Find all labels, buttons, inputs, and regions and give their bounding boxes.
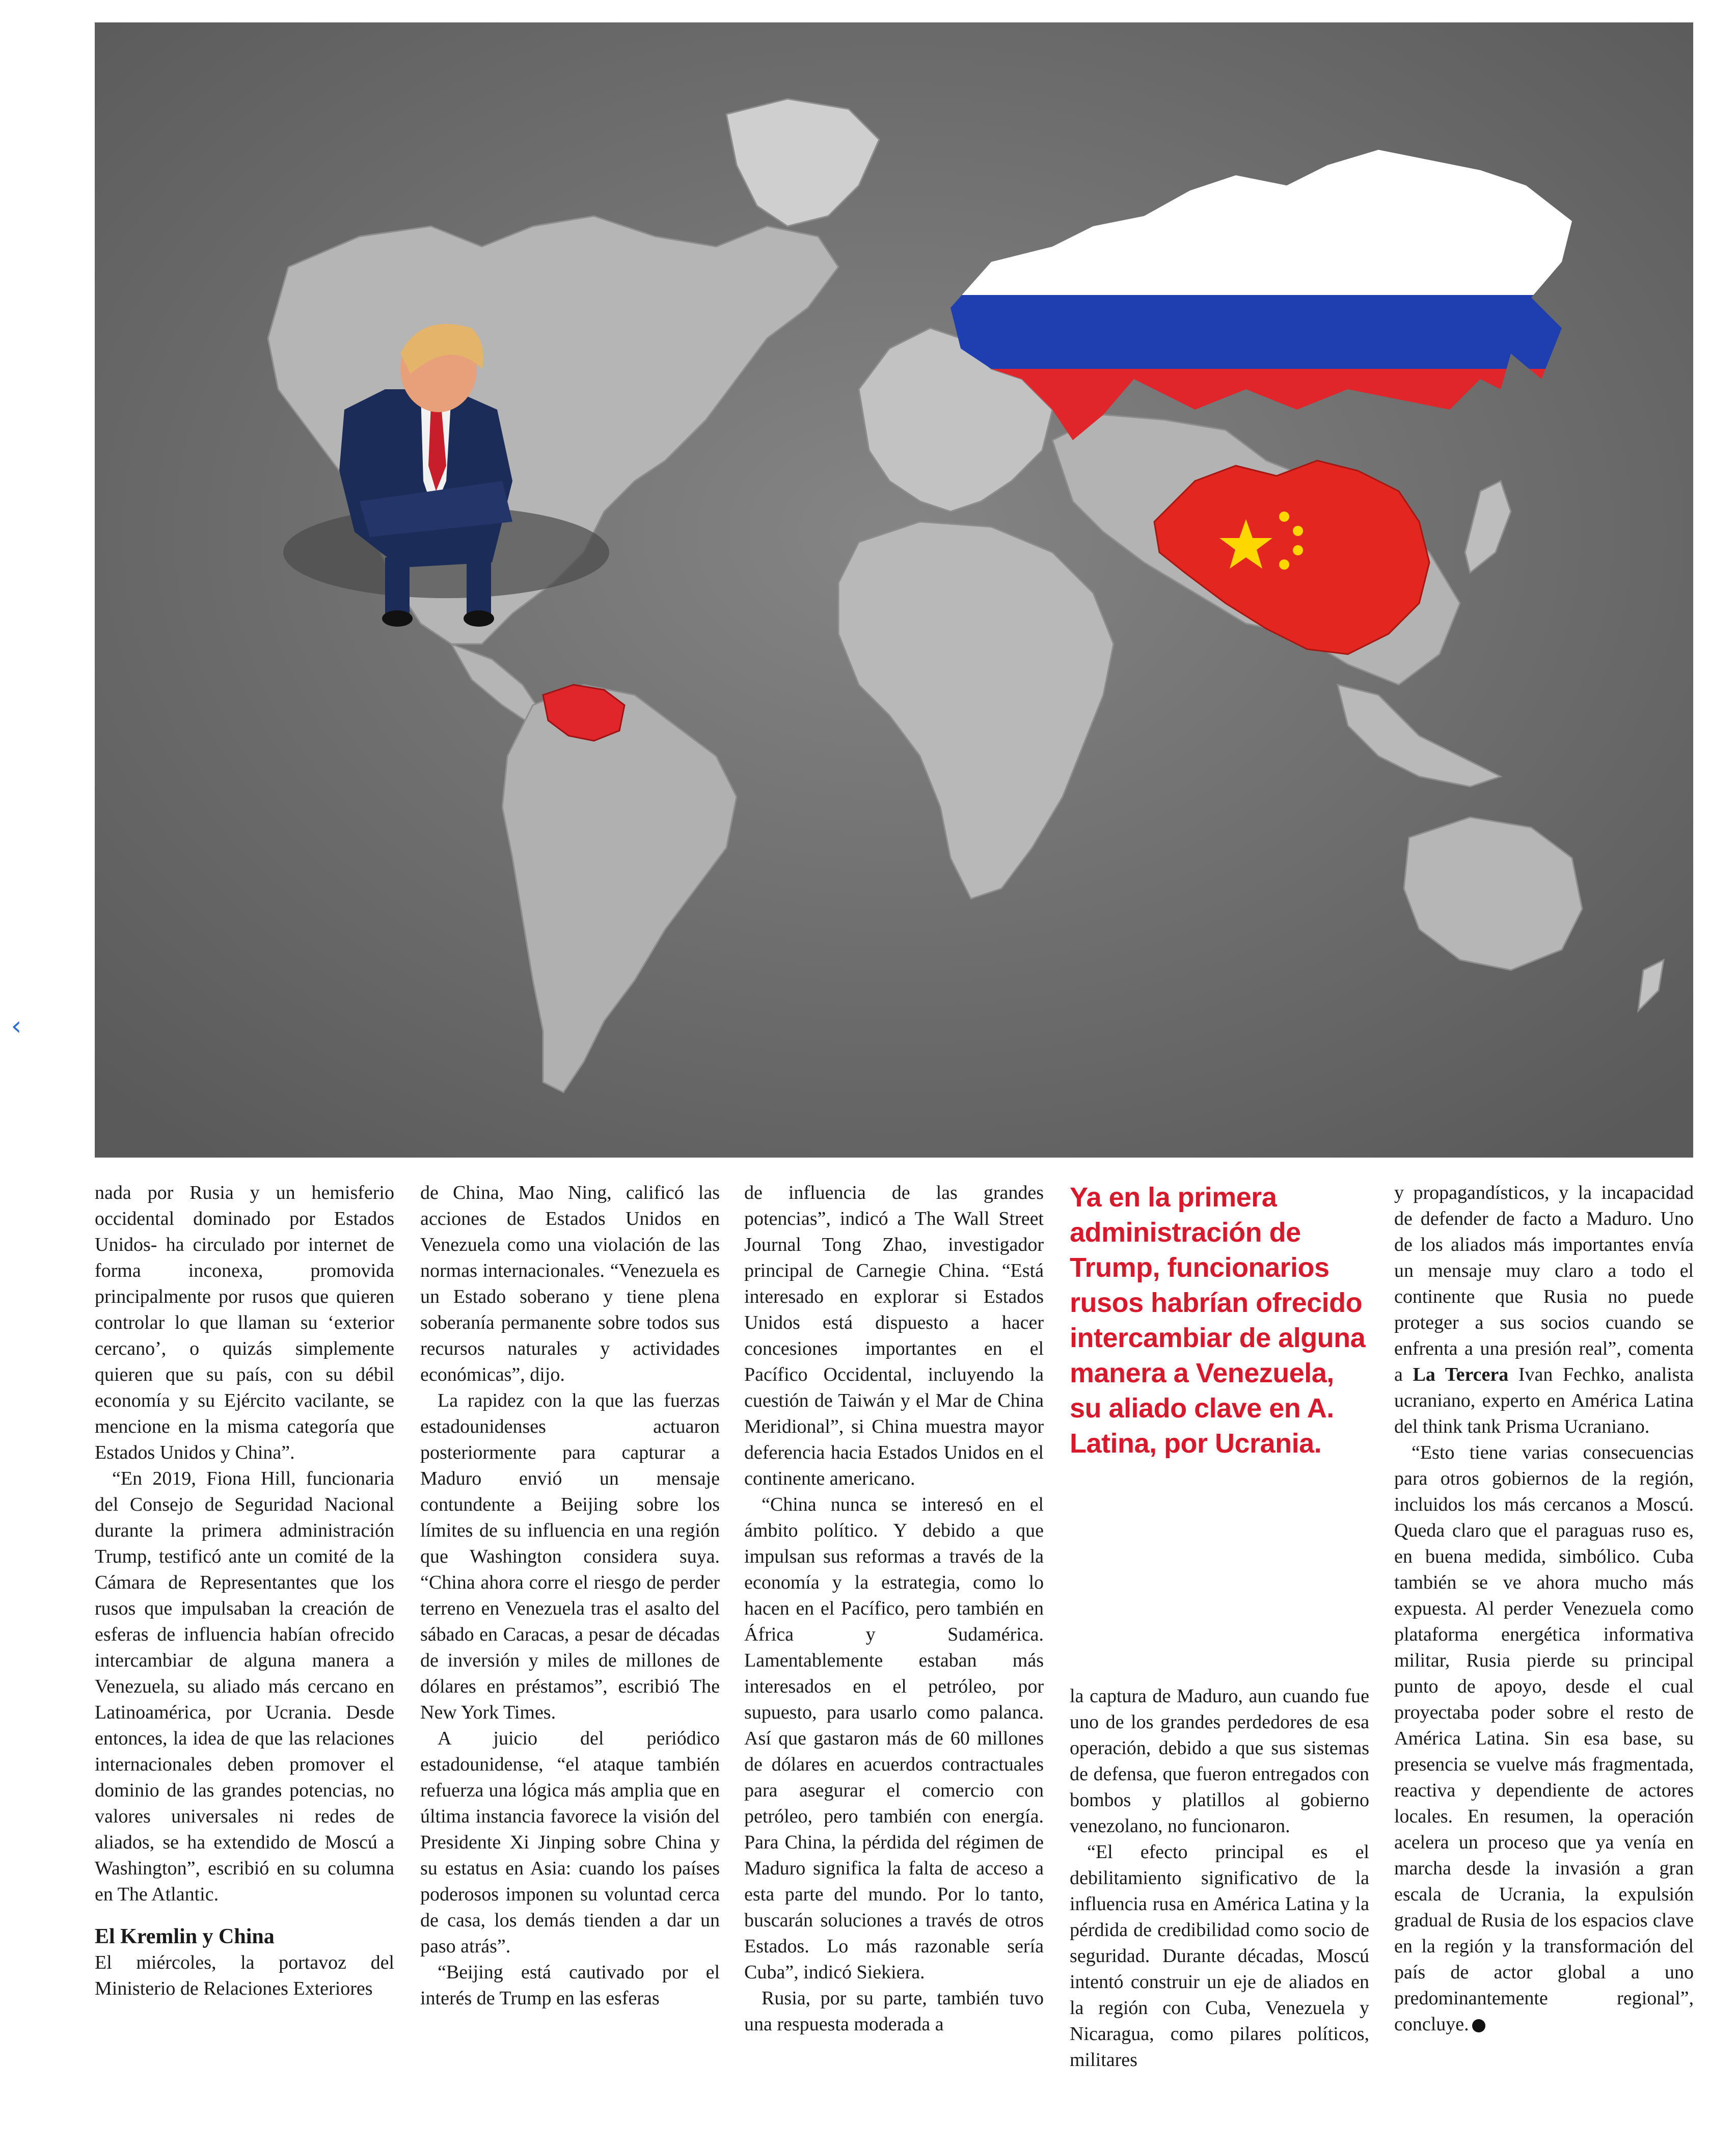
china-flag-star — [1279, 512, 1289, 522]
paragraph: “El efecto principal es el debilitamiento significativo de la influencia rusa en América Latina y la pérdida de credibilidad como socio de seguridad. Durante décadas, Moscú intentó construir un eje de aliados en la región con Cuba, Venezuela y Nicaragua, como pilares políticos, militares — [1070, 1841, 1369, 2071]
paragraph: Rusia, por su parte, también tuvo una respuesta moderada a — [744, 1988, 1044, 2035]
paragraph: “China nunca se interesó en el ámbito político. Y debido a que impulsan sus reformas a través de la economía y la estrategia, como lo hacen en el Pacífico, pero también en África y Sudamérica. Lamentablemente estaban más interesados en el petróleo, por supuesto, para usarlo como palanca. Así que gastaron más de 60 millones de dólares en acuerdos contractuales para asegurar el comercio con petróleo, pero también con energía. Para China, la pérdida del régimen de Maduro significa la falta de acceso a esta parte del mundo. Por lo tanto, buscarán soluciones a través de otros Estados. Lo más razonable sería Cuba”, indicó Siekiera. — [744, 1494, 1044, 1983]
paragraph: A juicio del periódico estadounidense, “el ataque también refuerza una lógica más amplia que en última instancia favorece la visión del Presidente Xi Jinping sobre China y su estatus en Asia: cuando los países poderosos imponen su voluntad cerca de casa, los demás tienden a dar un paso atrás”. — [420, 1728, 720, 1957]
paragraph: de China, Mao Ning, calificó las acciones de Estados Unidos en Venezuela como una violación de las normas internacionales. “Venezuela es un Estado soberano y tiene plena soberanía permanente sobre todos sus recursos naturales y actividades económicas”, dijo. — [420, 1182, 720, 1385]
paragraph: “En 2019, Fiona Hill, funcionaria del Consejo de Seguridad Nacional durante la primera administración Trump, testificó ante un comité de la Cámara de Representantes que los rusos que impulsaban la creación de esferas de influencia habían ofrecido intercambiar de alguna manera a Venezuela, su aliado más cercano en Latinoamérica, por Ucrania. Desde entonces, la idea de que las relaciones internacionales deben promover el dominio de las grandes potencias, no valores universales ni redes de aliados, se ha extendido de Moscú a Washington”, escribió en su columna en The Atlantic. — [95, 1468, 394, 1905]
paragraph-text: “Esto tiene varias consecuencias para otros gobiernos de la región, incluidos los más cercanos a Moscú. Queda claro que el paraguas ruso es, en buena medida, simbólico. Cuba también se ve ahora mucho más expuesta. Al perder Venezuela como plataforma energética informativa militar, Rusia pierde su principal punto de apoyo, desde el cual proyectaba poder sobre el resto de América Latina. Sin esa base, su presencia se vuelve más fragmentada, reactiva y dependiente de actores locales. En resumen, la operación acelera un proceso que ya venía en marcha desde la invasión a gran escala de Ucrania, la expulsión gradual de Rusia de los espacios clave en la región y la transformación del país de actor global a uno predominantemente regional”, concluye. — [1394, 1442, 1694, 2035]
article-column-3 — [744, 1180, 1044, 2138]
column-4-body — [1070, 1683, 1369, 2073]
chevron-left-icon: ‹ — [11, 1011, 22, 1041]
previous-page-button[interactable] — [5, 1011, 28, 1041]
pull-quote: Ya en la primera administración de Trump, funcionarios rusos habrían ofrecido intercambiar de alguna manera a Venezuela, su aliado clave en A. Latina, por Ucrania. — [1070, 1182, 1366, 1459]
paragraph — [1394, 1440, 1694, 2037]
paragraph: de influencia de las grandes potencias”, indicó a The Wall Street Journal Tong Zhao, investigador principal de Carnegie China. “Está interesado en explorar si Estados Unidos está dispuesto a hacer concesiones importantes en el Pacífico Occidental, incluyendo la cuestión de Taiwán y el Mar de China Meridional”, si China muestra mayor deferencia hacia Estados Unidos en el continente americano. — [744, 1182, 1044, 1489]
china-flag-star — [1293, 526, 1303, 536]
world-map-illustration — [95, 22, 1693, 1158]
section-subheading: El Kremlin y China — [95, 1925, 275, 1948]
article-column-4 — [1070, 1180, 1369, 2138]
publication-name: La Tercera — [1413, 1364, 1509, 1385]
paragraph: la captura de Maduro, aun cuando fue uno de los grandes perdedores de esa operación, debido a que sus sistemas de defensa, que fueron entregados con bombos y platillos al gobierno venezolano, no funcionaron. — [1070, 1685, 1369, 1837]
paragraph: “Beijing está cautivado por el interés de Trump en las esferas — [420, 1962, 720, 2009]
paragraph: El miércoles, la portavoz del Ministerio de Relaciones Exteriores — [95, 1952, 394, 1999]
article-column-1 — [95, 1180, 394, 2138]
paragraph — [1394, 1180, 1694, 1440]
article-column-2 — [420, 1180, 720, 2138]
paragraph: nada por Rusia y un hemisferio occidental dominado por Estados Unidos- ha circulado por internet de forma inconexa, promovida principalmente por rusos que quieren controlar lo que llaman su ‘exterior cercano’, o quizás simplemente quieren que su país, con su débil economía y su Ejército vacilante, se mencione en la misma categoría que Estados Unidos y China”. — [95, 1182, 394, 1463]
article-column-5 — [1394, 1180, 1694, 2138]
world-map-svg — [95, 22, 1693, 1158]
paragraph: La rapidez con la que las fuerzas estadounidenses actuaron posteriormente para capturar a Maduro envió un mensaje contundente a Beijing sobre los límites de su influencia en una región que Washington considera suya. “China ahora corre el riesgo de perder terreno en Venezuela tras el asalto del sábado en Caracas, a pesar de décadas de inversión y miles de millones de dólares en préstamos”, escribió The New York Times. — [420, 1390, 720, 1723]
paragraph-text: y propagandísticos, y la incapacidad de defender de facto a Maduro. Uno de los aliados más importantes envía un mensaje muy claro a todo el continente que Rusia no puede proteger a sus socios cuando se enfrenta a una presión real”, comenta a — [1394, 1182, 1694, 1385]
end-of-article-icon — [1472, 2019, 1485, 2032]
china-flag-star — [1293, 545, 1303, 555]
china-flag-star — [1279, 559, 1289, 570]
paragraph-text: Ivan Fechko, analista ucraniano, experto en América Latina del think tank Prisma Ucraniano. — [1394, 1364, 1694, 1437]
